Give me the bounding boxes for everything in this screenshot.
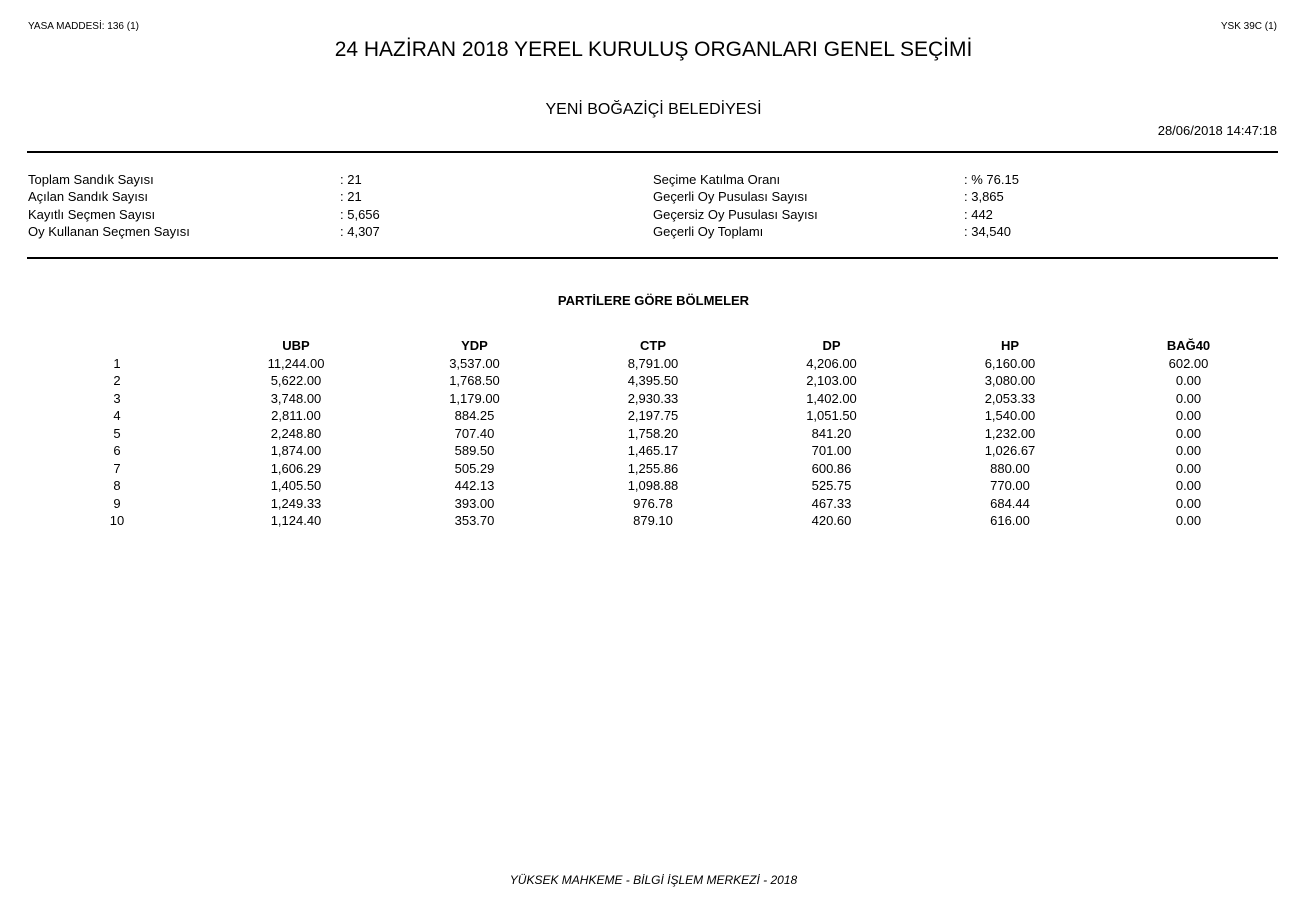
table-row xyxy=(27,425,1278,443)
table-row xyxy=(27,390,1278,408)
table-cell: 1,540.00 xyxy=(984,408,1036,423)
top-divider xyxy=(27,151,1278,153)
stat-value: : 4,307 xyxy=(340,224,380,239)
stat-value: : 442 xyxy=(964,207,993,222)
column-header-ctp: CTP xyxy=(640,338,666,353)
form-code: YSK 39C (1) xyxy=(1220,21,1277,32)
table-cell: 2,811.00 xyxy=(271,408,321,423)
row-index: 1 xyxy=(113,355,121,371)
table-cell: 2,248.80 xyxy=(270,425,322,441)
row-index: 6 xyxy=(113,443,121,458)
row-index: 7 xyxy=(113,460,121,476)
table-cell: 353.70 xyxy=(454,513,495,528)
table-cell: 600.86 xyxy=(811,460,852,476)
table-cell: 1,026.67 xyxy=(984,443,1036,458)
row-index: 2 xyxy=(113,373,121,388)
table-cell: 602.00 xyxy=(1168,355,1209,371)
row-index: 8 xyxy=(113,478,121,493)
table-cell: 2,053.33 xyxy=(984,390,1036,406)
stat-label: Açılan Sandık Sayısı xyxy=(28,189,148,204)
table-cell: 879.10 xyxy=(633,513,673,528)
table-cell: 1,606.29 xyxy=(270,460,322,476)
stat-label: Oy Kullanan Seçmen Sayısı xyxy=(28,224,190,239)
table-cell: 1,124.40 xyxy=(270,513,322,528)
table-cell: 841.20 xyxy=(811,425,852,441)
table-cell: 442.13 xyxy=(454,478,495,493)
table-cell: 1,465.17 xyxy=(627,443,679,458)
table-cell: 589.50 xyxy=(454,443,495,458)
table-cell: 4,395.50 xyxy=(627,373,679,388)
table-cell: 884.25 xyxy=(454,408,495,423)
stat-value: : 5,656 xyxy=(340,207,380,222)
table-cell: 1,249.33 xyxy=(270,495,322,511)
stat-value: : 21 xyxy=(340,172,362,187)
table-cell: 2,103.00 xyxy=(806,373,857,388)
article-reference: YASA MADDESİ: 136 (1) xyxy=(28,21,139,32)
stat-label: Geçerli Oy Pusulası Sayısı xyxy=(653,189,808,204)
table-cell: 1,051.50 xyxy=(806,408,857,423)
table-cell: 976.78 xyxy=(633,495,673,511)
row-index: 10 xyxy=(109,513,125,528)
bottom-divider xyxy=(27,257,1278,259)
table-cell: 0.00 xyxy=(1175,495,1202,511)
municipality-name: YENİ BOĞAZİÇİ BELEDİYESİ xyxy=(545,101,762,118)
table-cell: 2,930.33 xyxy=(627,390,679,406)
table-cell: 684.44 xyxy=(990,495,1030,511)
stat-value: : 21 xyxy=(340,189,362,204)
column-header-bag40: BAĞ40 xyxy=(1166,338,1211,353)
table-cell: 420.60 xyxy=(811,513,852,528)
table-cell: 525.75 xyxy=(811,478,852,493)
column-header xyxy=(27,337,207,355)
row-index: 5 xyxy=(113,425,121,441)
division-table xyxy=(27,337,1278,530)
table-cell: 880.00 xyxy=(990,460,1030,476)
table-cell: 0.00 xyxy=(1175,443,1202,458)
table-cell: 505.29 xyxy=(454,460,495,476)
table-cell: 467.33 xyxy=(811,495,852,511)
stat-label: Toplam Sandık Sayısı xyxy=(28,172,154,187)
table-row xyxy=(27,442,1278,460)
table-cell: 11,244.00 xyxy=(267,355,325,371)
table-cell: 1,232.00 xyxy=(984,425,1036,441)
table-row xyxy=(27,372,1278,390)
row-index: 3 xyxy=(113,390,121,406)
table-cell: 1,402.00 xyxy=(806,390,857,406)
stat-value: : 34,540 xyxy=(964,224,1011,239)
table-cell: 1,874.00 xyxy=(270,443,322,458)
table-cell: 5,622.00 xyxy=(270,373,322,388)
table-cell: 616.00 xyxy=(990,513,1030,528)
table-cell: 8,791.00 xyxy=(627,355,679,371)
table-cell: 1,255.86 xyxy=(627,460,679,476)
column-header-hp: HP xyxy=(1000,338,1020,353)
table-cell: 707.40 xyxy=(454,425,495,441)
table-cell: 1,179.00 xyxy=(449,390,500,406)
table-cell: 0.00 xyxy=(1175,373,1202,388)
table-cell: 393.00 xyxy=(454,495,495,511)
table-cell: 0.00 xyxy=(1175,425,1202,441)
table-cell: 770.00 xyxy=(990,478,1030,493)
stat-label: Geçerli Oy Toplamı xyxy=(653,224,764,239)
column-header-ydp: YDP xyxy=(461,338,488,353)
table-cell: 0.00 xyxy=(1175,408,1202,423)
table-cell: 0.00 xyxy=(1175,513,1202,528)
table-cell: 1,098.88 xyxy=(627,478,679,493)
footer-credit: YÜKSEK MAHKEME - BİLGİ İŞLEM MERKEZİ - 2018 xyxy=(509,873,798,887)
section-title: PARTİLERE GÖRE BÖLMELER xyxy=(557,293,750,308)
table-cell: 3,748.00 xyxy=(270,390,322,406)
page-title: 24 HAZİRAN 2018 YEREL KURULUŞ ORGANLARI GENEL SEÇİMİ xyxy=(334,38,973,61)
table-cell: 1,768.50 xyxy=(449,373,500,388)
table-cell: 701.00 xyxy=(811,443,852,458)
report-timestamp: 28/06/2018 14:47:18 xyxy=(1157,123,1277,138)
row-index: 4 xyxy=(113,408,121,423)
table-cell: 1,405.50 xyxy=(270,478,322,493)
column-header-ubp: UBP xyxy=(282,338,310,353)
stat-value: : 3,865 xyxy=(964,189,1004,204)
stat-label: Kayıtlı Seçmen Sayısı xyxy=(28,207,156,222)
table-row xyxy=(27,477,1278,495)
row-index: 9 xyxy=(113,495,121,511)
stat-label: Geçersiz Oy Pusulası Sayısı xyxy=(653,207,818,222)
table-cell: 2,197.75 xyxy=(627,408,679,423)
table-row xyxy=(27,495,1278,513)
table-header-row xyxy=(27,337,1278,355)
table-cell: 3,537.00 xyxy=(449,355,500,371)
stat-value: : % 76.15 xyxy=(964,172,1019,187)
column-header-dp: DP xyxy=(822,338,841,353)
table-row xyxy=(27,407,1278,425)
table-row xyxy=(27,355,1278,373)
table-cell: 4,206.00 xyxy=(806,355,857,371)
table-cell: 1,758.20 xyxy=(627,425,679,441)
table-row xyxy=(27,460,1278,478)
table-cell: 3,080.00 xyxy=(984,373,1036,388)
table-cell: 6,160.00 xyxy=(984,355,1036,371)
table-cell: 0.00 xyxy=(1175,390,1202,406)
table-cell: 0.00 xyxy=(1175,460,1202,476)
table-row xyxy=(27,512,1278,530)
stat-label: Seçime Katılma Oranı xyxy=(653,172,781,187)
table-cell: 0.00 xyxy=(1175,478,1202,493)
